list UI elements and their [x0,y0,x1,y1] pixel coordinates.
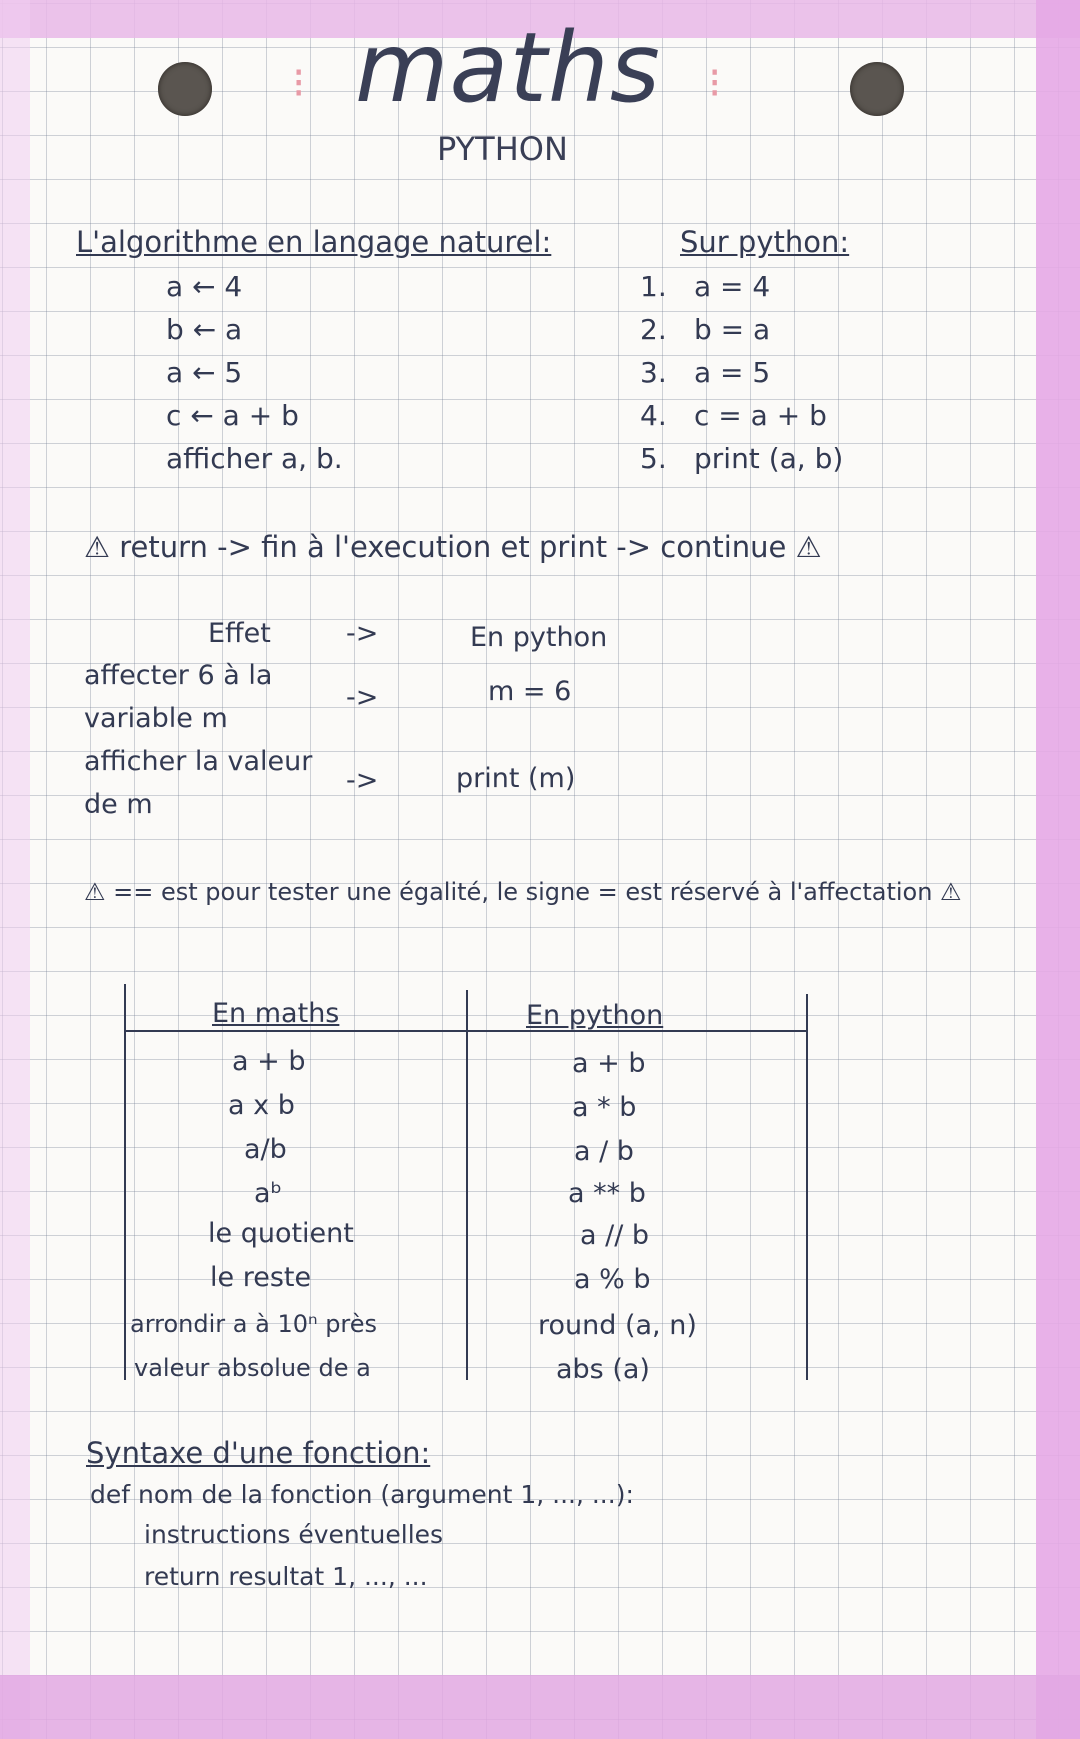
table-cell-python: abs (a) [556,1354,650,1385]
table-cell-python: round (a, n) [538,1310,697,1341]
table-cell-maths: le quotient [208,1218,354,1249]
natural-line: a ← 5 [166,356,243,389]
right-margin-strip [1036,0,1080,1739]
effect-assign-line2: variable m [84,703,228,734]
table-cell-python: a // b [580,1220,650,1251]
python-line: print (a, b) [694,442,844,475]
table-cell-maths: arrondir a à 10ⁿ près [130,1310,378,1338]
arrow: -> [346,765,379,796]
left-margin-strip [0,0,30,1739]
table-cell-python: a * b [572,1092,637,1123]
table-left-rule [124,984,126,1380]
python-line-number: 4. [640,399,667,432]
python-line-number: 3. [640,356,667,389]
table-cell-python: a % b [574,1264,651,1295]
python-line-number: 2. [640,313,667,346]
table-cell-python: a / b [574,1136,634,1167]
table-cell-maths: aᵇ [254,1178,283,1209]
bottom-margin-strip [0,1675,1080,1739]
warning-equality: ⚠ == est pour tester une égalité, le signe = est réservé à l'affectation ⚠ [84,878,962,906]
table-header-maths: En maths [212,998,340,1029]
page-title: maths [355,12,661,124]
effect-print-line2: de m [84,789,153,820]
python-heading: Sur python: [680,225,850,259]
python-line-number: 5. [640,442,667,475]
title-decoration-left: ⁝ [292,58,306,107]
table-cell-maths: a + b [232,1046,306,1077]
binder-hole-right [850,62,904,116]
table-cell-maths: a/b [244,1134,287,1165]
syntax-instructions-line: instructions éventuelles [144,1520,444,1549]
python-line: c = a + b [694,399,827,432]
python-column-heading: En python [470,622,608,653]
table-middle-rule [466,990,468,1380]
python-assign: m = 6 [488,676,572,707]
python-line: a = 4 [694,270,771,303]
table-header-python: En python [526,1000,664,1031]
table-cell-maths: valeur absolue de a [134,1354,371,1382]
table-right-rule [806,994,808,1380]
natural-line: a ← 4 [166,270,243,303]
natural-line: afficher a, b. [166,442,343,475]
natural-language-heading: L'algorithme en langage naturel: [76,225,552,259]
syntax-return-line: return resultat 1, ..., ... [144,1562,428,1591]
page-subtitle: PYTHON [437,130,568,168]
binder-hole-left [158,62,212,116]
python-print: print (m) [456,763,576,794]
table-cell-maths: le reste [210,1262,312,1293]
effect-column-heading: Effet [208,618,271,649]
title-decoration-right: ⁝ [708,58,722,107]
table-cell-python: a ** b [568,1178,646,1209]
effect-print-line1: afficher la valeur [84,746,313,777]
natural-line: b ← a [166,313,243,346]
effect-assign-line1: affecter 6 à la [84,660,273,691]
syntax-def-line: def nom de la fonction (argument 1, ..., ...): [90,1480,634,1509]
warning-return-print: ⚠ return -> fin à l'execution et print -> continue ⚠ [84,530,822,564]
natural-line: c ← a + b [166,399,299,432]
arrow: -> [346,682,379,713]
table-cell-python: a + b [572,1048,646,1079]
arrow: -> [346,618,379,649]
python-line-number: 1. [640,270,667,303]
python-line: b = a [694,313,771,346]
table-cell-maths: a x b [228,1090,295,1121]
python-line: a = 5 [694,356,771,389]
syntax-heading: Syntaxe d'une fonction: [86,1436,431,1470]
